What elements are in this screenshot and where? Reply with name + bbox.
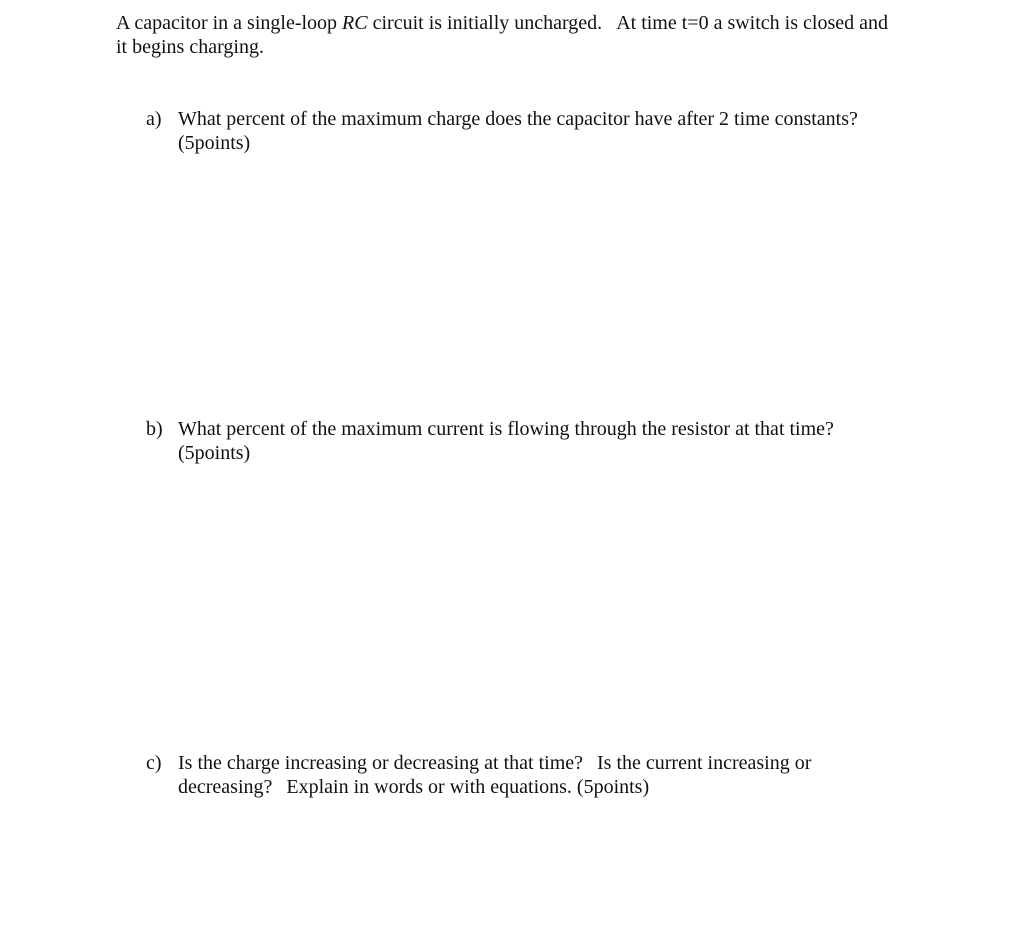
intro-text-tail: At time t=0 a switch is closed and <box>616 12 888 34</box>
intro-line-2: it begins charging. <box>116 36 264 58</box>
question-c-line-1 <box>178 751 998 775</box>
question-c-text-b: Is the current increasing or <box>597 752 812 774</box>
question-c-marker: c) <box>146 752 162 774</box>
question-a-text: What percent of the maximum charge does the capacitor have after 2 time constants? <box>178 108 858 130</box>
question-a-body <box>178 107 998 155</box>
question-c-text-c: decreasing? <box>178 776 273 798</box>
intro-line-1 <box>116 11 996 35</box>
question-c-line-2 <box>178 775 998 799</box>
question-c-text-d: Explain in words or with equations. (5points) <box>286 776 650 798</box>
question-c-text-a: Is the charge increasing or decreasing at that time? <box>178 752 584 774</box>
question-b-text: What percent of the maximum current is flowing through the resistor at that time? <box>178 418 834 440</box>
question-b-body <box>178 417 998 465</box>
question-a-points: (5points) <box>178 132 251 154</box>
question-a-marker: a) <box>146 108 162 130</box>
problem-intro <box>116 11 996 59</box>
question-b-marker: b) <box>146 418 163 440</box>
intro-text-mid: circuit is initially uncharged. <box>367 12 603 34</box>
question-b-points: (5points) <box>178 442 251 464</box>
intro-text-start: A capacitor in a single-loop <box>116 12 343 34</box>
question-c-body <box>178 751 998 799</box>
rc-italic: RC <box>342 12 368 34</box>
